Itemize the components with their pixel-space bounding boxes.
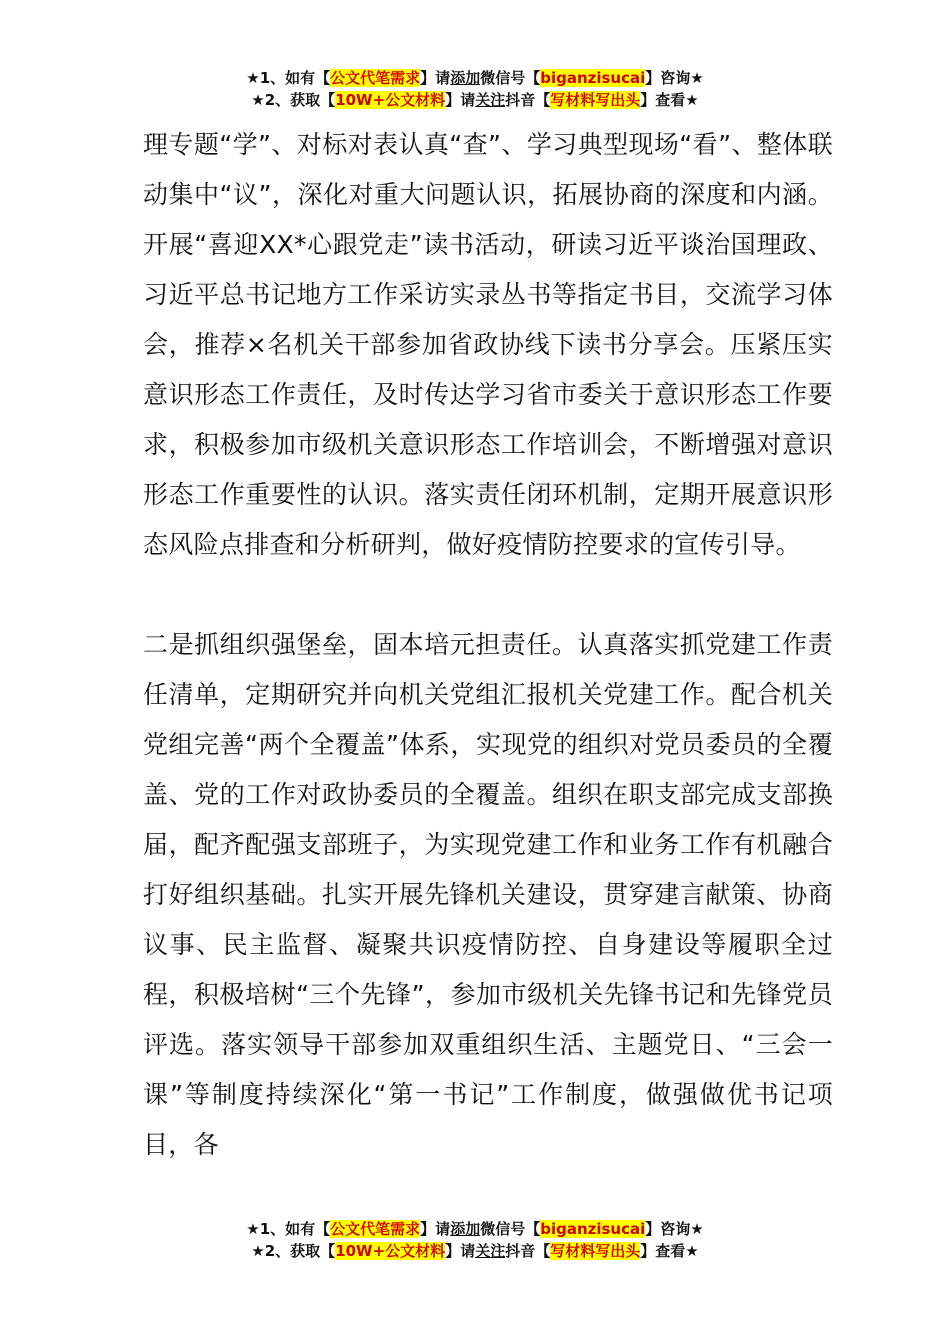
banner-line-2: ★2、获取【10W+公文材料】请关注抖音【写材料写出头】查看★ (251, 91, 699, 109)
highlight-wechat-id: biganzisucai (540, 1220, 646, 1238)
banner-line-1: ★1、如有【公文代笔需求】请添加微信号【biganzisucai】咨询★ (246, 1220, 704, 1238)
highlight-douyin-account: 写材料写出头 (550, 1242, 641, 1260)
banner-line-1: ★1、如有【公文代笔需求】请添加微信号【biganzisucai】咨询★ (246, 69, 704, 87)
highlight-writing-service: 公文代笔需求 (330, 69, 421, 87)
banner-line-2: ★2、获取【10W+公文材料】请关注抖音【写材料写出头】查看★ (251, 1242, 699, 1260)
highlight-wechat-id: biganzisucai (540, 69, 646, 87)
highlight-materials: 10W+公文材料 (335, 91, 446, 109)
paragraph-1: 理专题“学”、对标对表认真“查”、学习典型现场“看”、整体联动集中“议”，深化对重大问题认识，拓展协商的深度和内涵。开展“喜迎XX*心跟党走”读书活动，研读习近平谈治国理政、习近平总书记地方工作采访实录丛书等指定书目，交流学习体会，推荐×名机关干部参加省政协线下读书分享会。压紧压实意识形态工作责任，及时传达学习省市委关于意识形态工作要求，积极参加市级机关意识形态工作培训会，不断增强对意识形态工作重要性的认识。落实责任闭环机制，定期开展意识形态风险点排查和分析研判，做好疫情防控要求的宣传引导。 (143, 130, 833, 559)
document-body (143, 120, 833, 1170)
paragraph-2: 二是抓组织强堡垒，固本培元担责任。认真落实抓党建工作责任清单，定期研究并向机关党组汇报机关党建工作。配合机关党组完善“两个全覆盖”体系，实现党的组织对党员委员的全覆盖、党的工作对政协委员的全覆盖。组织在职支部完成支部换届，配齐配强支部班子，为实现党建工作和业务工作有机融合打好组织基础。扎实开展先锋机关建设，贯穿建言献策、协商议事、民主监督、凝聚共识疫情防控、自身建设等履职全过程，积极培树“三个先锋”，参加市级机关先锋书记和先锋党员评选。落实领导干部参加双重组织生活、主题党日、“三会一课”等制度持续深化“第一书记”工作制度，做强做优书记项目，各 (143, 630, 833, 1159)
footer-banner (0, 1218, 950, 1262)
highlight-writing-service: 公文代笔需求 (330, 1220, 421, 1238)
highlight-douyin-account: 写材料写出头 (550, 91, 641, 109)
highlight-materials: 10W+公文材料 (335, 1242, 446, 1260)
header-banner (0, 67, 950, 111)
